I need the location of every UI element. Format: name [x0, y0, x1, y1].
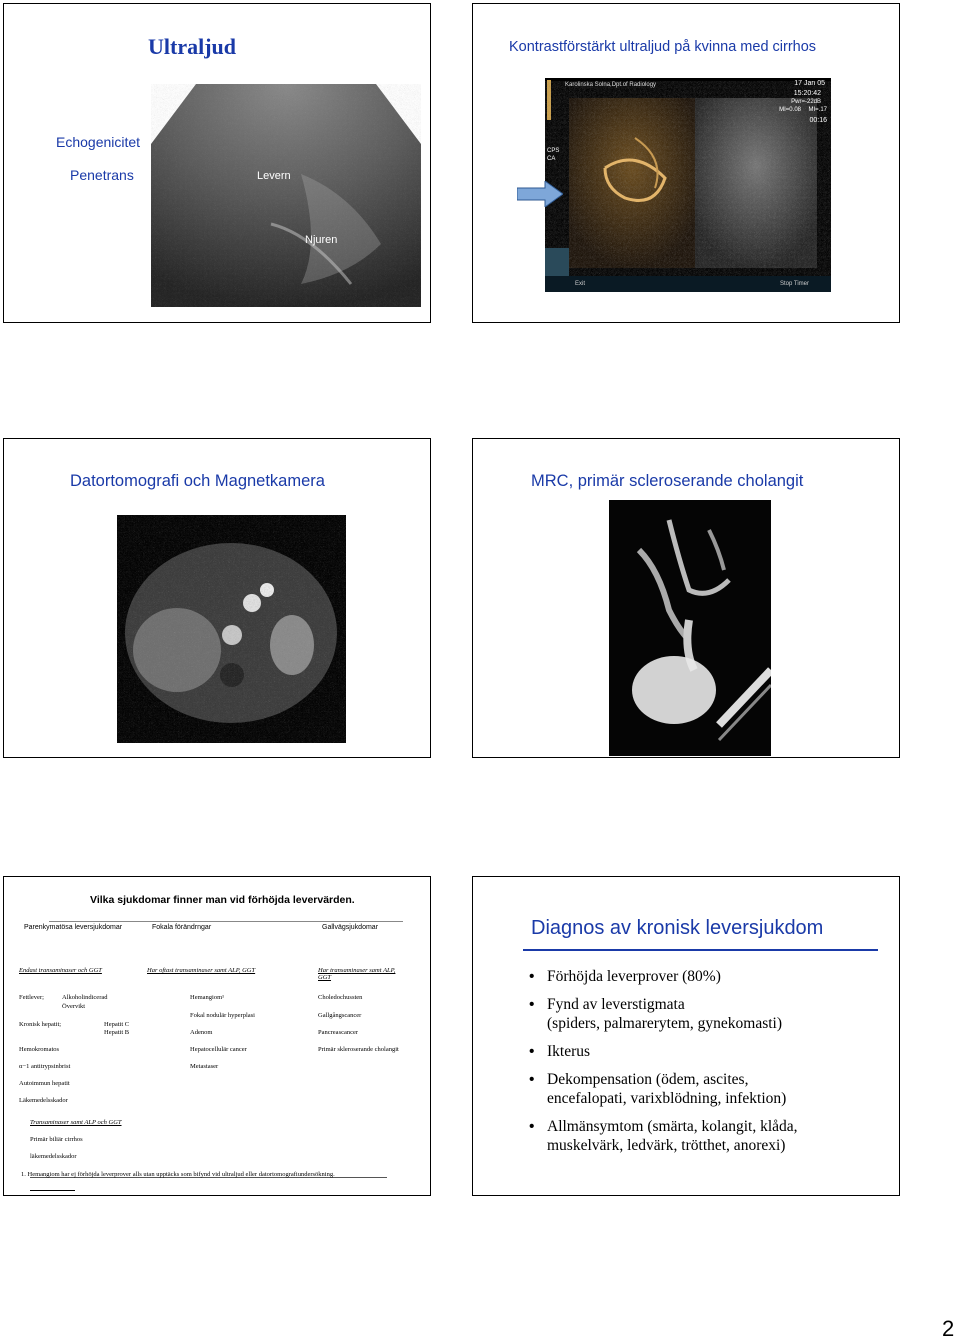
slide-ultraljud — [3, 3, 431, 323]
overlay-ca: CA — [547, 156, 556, 162]
slide-title: Kontrastförstärkt ultraljud på kvinna med cirrhos — [509, 39, 817, 55]
arrow-icon — [517, 181, 563, 212]
contrast-ultrasound-image — [545, 78, 831, 292]
table-cell: α−1 antitrypsinbrist — [19, 1063, 71, 1070]
table-cell: Hemangiom¹ — [190, 994, 225, 1001]
overlay-stop: Stop Timer — [779, 281, 809, 287]
table-cell: Hemokromatos — [19, 1046, 60, 1053]
table-cell: Adenom — [190, 1029, 213, 1036]
slide-diagnos — [472, 876, 900, 1196]
footnote-short-rule — [30, 1190, 75, 1191]
overlay-hz: MI=.17 — [808, 107, 827, 113]
label-njuren: Njuren — [305, 234, 338, 246]
list-item: • Ikterus — [529, 1042, 889, 1061]
title-underline — [523, 949, 878, 951]
table-cell: Fettlever; — [19, 994, 44, 1001]
sub-head-col3: Har transaminaser samt ALP, GGT — [318, 967, 396, 981]
label-levern: Levern — [257, 170, 291, 182]
table-cell: Läkemedelsskador — [19, 1097, 68, 1104]
overlay-cps: CPS — [547, 148, 560, 154]
overlay-pwr: Pwr=-22dB — [791, 99, 821, 105]
overlay-timer: 00:16 — [809, 117, 827, 124]
slide-mrc — [472, 438, 900, 758]
label-penetrans: Penetrans — [70, 167, 134, 183]
slide-title: Vilka sjukdomar finner man vid förhöjda levervärden. — [90, 894, 355, 906]
overlay-mi: MI=0.08 — [779, 107, 801, 113]
sub-head-col2: Har oftast transaminaser samt ALP, GGT — [147, 967, 256, 974]
table-cell: Övervikt — [62, 1003, 86, 1010]
diagnos-bullet-list — [529, 967, 889, 1164]
mrc-image — [609, 500, 771, 756]
ultrasound-image — [151, 84, 421, 307]
slide-sjukdomar — [3, 876, 431, 1196]
list-item: • Förhöjda leverprover (80%) — [529, 967, 889, 986]
title-rule — [49, 921, 403, 922]
slide-datortomografi — [3, 438, 431, 758]
table-cell: Autoimmun hepatit — [19, 1080, 70, 1087]
slide-title: Ultraljud — [148, 34, 236, 59]
table-cell: Gallgångscancer — [318, 1012, 362, 1019]
table-cell: Kronisk hepatit; — [19, 1021, 62, 1028]
table-cell: Primär biliär cirrhos — [30, 1136, 83, 1143]
list-item: • Allmänsymtom (smärta, kolangit, klåda, muskelvärk, ledvärk, trötthet, anorexi) — [529, 1117, 889, 1155]
table-cell: Fokal nodulär hyperplasi — [190, 1012, 255, 1019]
table-cell: Hepatit B — [104, 1029, 130, 1036]
table-cell: Pancreascancer — [318, 1029, 359, 1036]
overlay-date: 17 Jan 05 — [794, 80, 825, 87]
table-cell: läkemedelsskador — [30, 1153, 77, 1160]
overlay-time: 15:20:42 — [793, 90, 821, 97]
col-head-parenkymatosa: Parenkymatösa leversjukdomar — [24, 924, 123, 931]
col-head-gallvag: Gallvägsjukdomar — [322, 924, 379, 931]
overlay-exit: Exit — [575, 281, 586, 287]
list-item: • Dekompensation (ödem, ascites, encefalopati, varixblödning, infektion) — [529, 1070, 889, 1108]
overlay-clinic: Karolinska Solna,Dpt.of Radiology — [565, 82, 657, 88]
table-cell: Alkoholindicerad — [62, 994, 108, 1001]
label-echogenicitet: Echogenicitet — [56, 134, 141, 150]
slide-title: MRC, primär scleroserande cholangit — [531, 472, 804, 490]
slide-title: Diagnos av kronisk leversjukdom — [531, 917, 824, 939]
mri-image — [117, 515, 346, 743]
table-cell: Primär skleroserande cholangit — [318, 1046, 399, 1053]
slide-kontrast — [472, 3, 900, 323]
table-cell: Metastaser — [190, 1063, 219, 1070]
col-head-fokala: Fokala förändrngar — [152, 924, 212, 931]
list-item: • Fynd av leverstigmata (spiders, palmarerytem, gynekomasti) — [529, 995, 889, 1033]
col1-sub-head: Transaminaser samt ALP och GGT — [30, 1119, 122, 1126]
page-number: 2 — [942, 1316, 955, 1341]
slide-title: Datortomografi och Magnetkamera — [70, 472, 325, 490]
table-cell: Hepatit C — [104, 1021, 130, 1028]
sub-head-col1: Endast transaminaser och GGT — [19, 967, 102, 974]
footnote: 1. Hemangiom har ej förhöjda leverprover alls utan upptäcks som bifynd vid ultraljud eller datortomografiundersökning. — [21, 1171, 335, 1178]
table-cell: Hepatocellulär cancer — [190, 1046, 247, 1053]
table-cell: Choledochussten — [318, 994, 363, 1001]
